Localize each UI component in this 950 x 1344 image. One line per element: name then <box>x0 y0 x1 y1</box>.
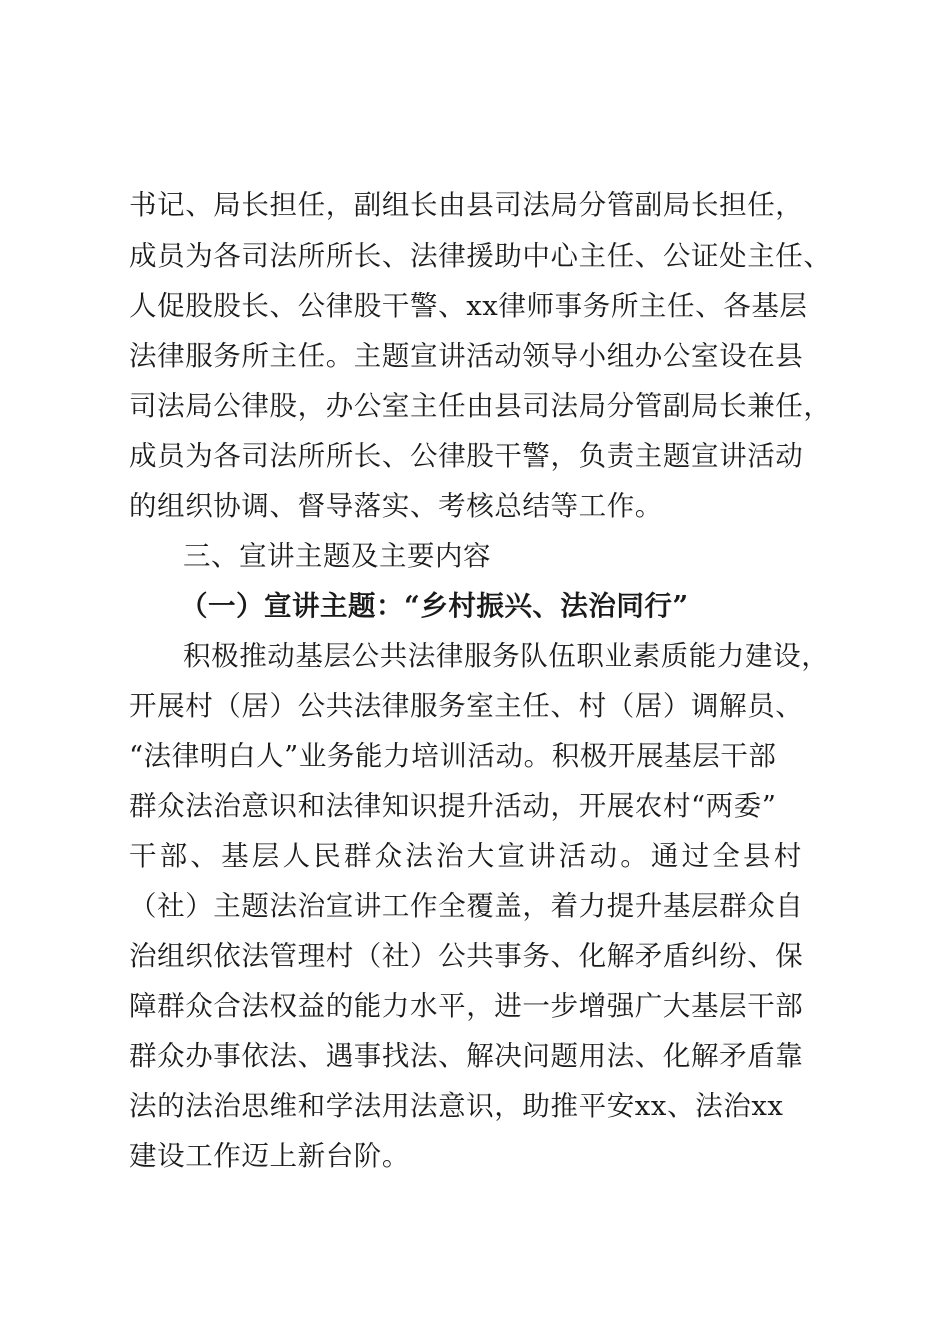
subsection-heading: （一）宣讲主题：“乡村振兴、法治同行” <box>180 590 689 622</box>
paragraph2-line-2: 开展村（居）公共法律服务室主任、村（居）调解员、 <box>129 690 804 722</box>
paragraph2-line-3: “法律明白人”业务能力培训活动。积极开展基层干部 <box>129 740 777 772</box>
paragraph1-line-6: 成员为各司法所所长、公律股干警，负责主题宣讲活动 <box>129 440 804 472</box>
paragraph1-line-3: 人促股股长、公律股干警、xx律师事务所主任、各基层 <box>129 290 808 322</box>
paragraph1-line-2: 成员为各司法所所长、法律援助中心主任、公证处主任、 <box>129 240 832 272</box>
paragraph2-line-9: 群众办事依法、遇事找法、解决问题用法、化解矛盾靠 <box>129 1040 804 1072</box>
paragraph2-line-11: 建设工作迈上新台阶。 <box>129 1140 410 1172</box>
paragraph2-line-6: （社）主题法治宣讲工作全覆盖，着力提升基层群众自 <box>129 890 804 922</box>
section-heading: 三、宣讲主题及主要内容 <box>183 540 491 572</box>
paragraph2-line-8: 障群众合法权益的能力水平，进一步增强广大基层干部 <box>129 990 804 1022</box>
paragraph2-line-1: 积极推动基层公共法律服务队伍职业素质能力建设， <box>183 640 830 672</box>
paragraph1-line-1: 书记、局长担任，副组长由县司法局分管副局长担任， <box>129 189 804 221</box>
paragraph1-line-7: 的组织协调、督导落实、考核总结等工作。 <box>129 490 663 522</box>
paragraph2-line-7: 治组织依法管理村（社）公共事务、化解矛盾纠纷、保 <box>129 940 804 972</box>
paragraph1-line-5: 司法局公律股，办公室主任由县司法局分管副局长兼任， <box>129 390 832 422</box>
paragraph1-line-4: 法律服务所主任。主题宣讲活动领导小组办公室设在县 <box>129 340 804 372</box>
paragraph2-line-4: 群众法治意识和法律知识提升活动，开展农村“两委” <box>129 790 777 822</box>
paragraph2-line-10: 法的法治思维和学法用法意识，助推平安xx、法治xx <box>129 1090 784 1122</box>
paragraph2-line-5: 干部、基层人民群众法治大宣讲活动。通过全县村 <box>129 840 805 872</box>
